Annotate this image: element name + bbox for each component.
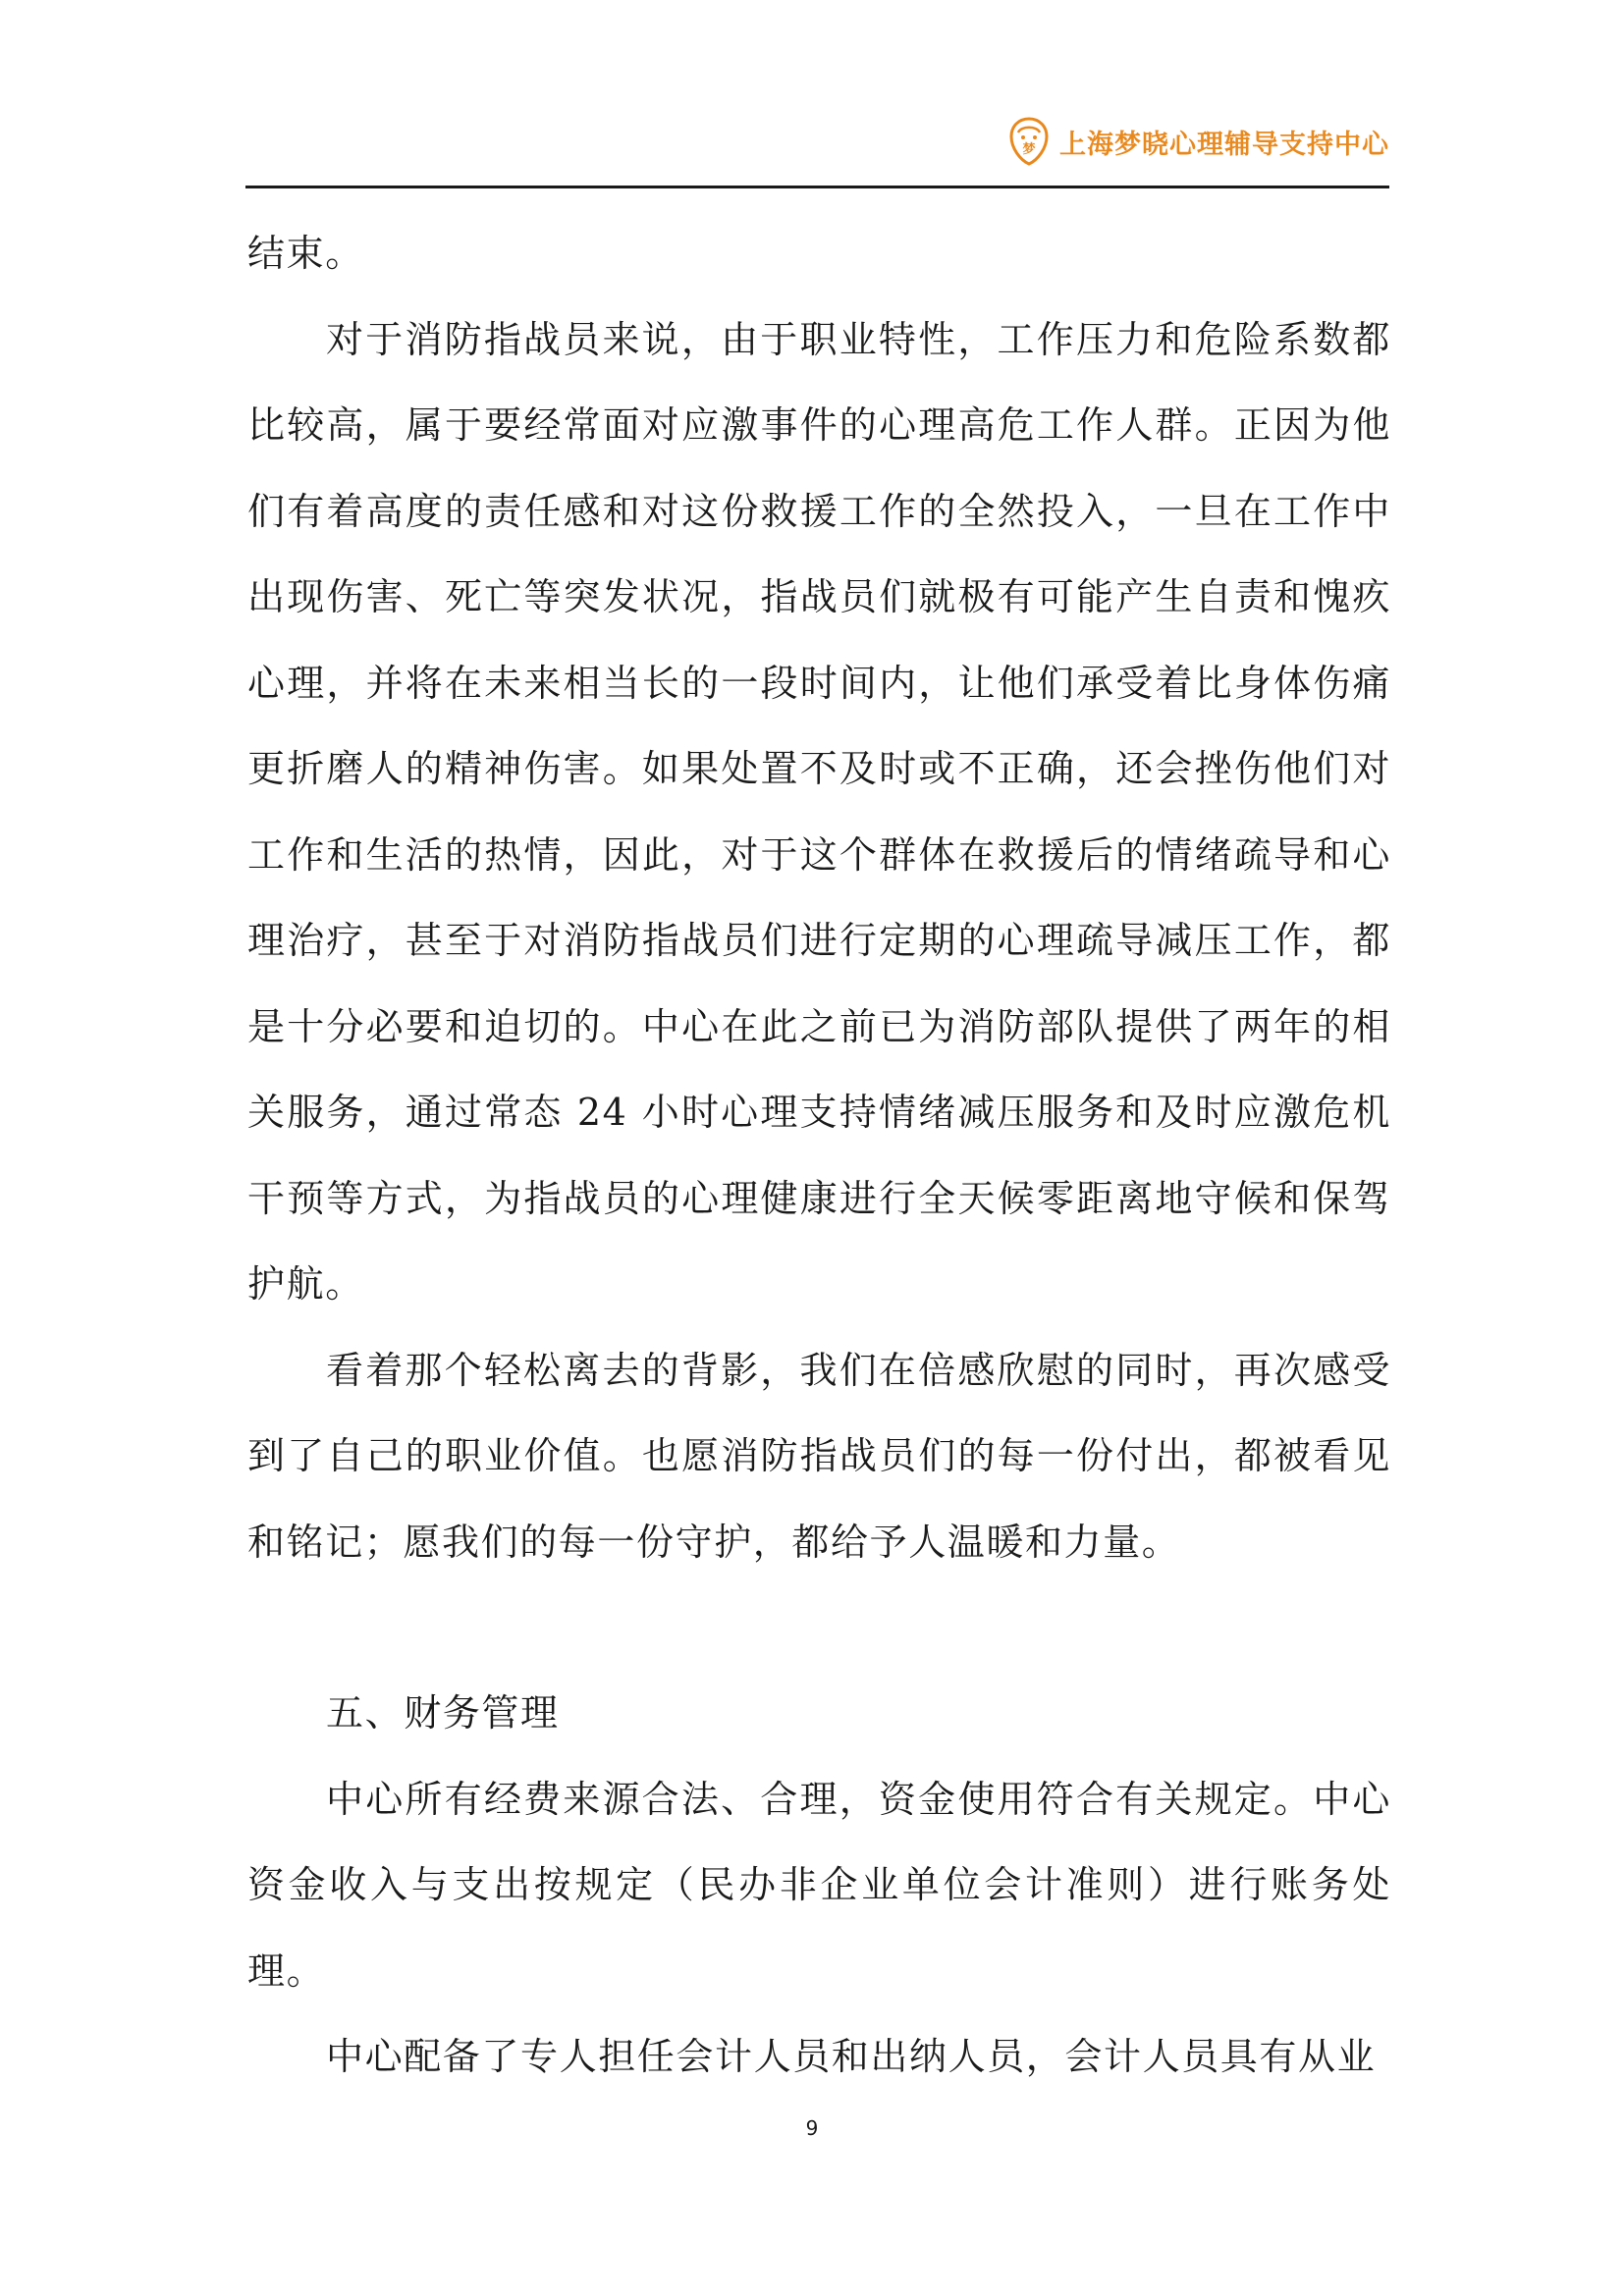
paragraph-firefighter-stress: 对于消防指战员来说，由于职业特性，工作压力和危险系数都比较高，属于要经常面对应激事件的心理高危工作人群。正因为他们有着高度的责任感和对这份救援工作的全然投入，一旦在工作中出现伤害、死亡等突发状况，指战员们就极有可能产生自责和愧疚心理，并将在未来相当长的一段时间内，让他们承受着比身体伤痛更折磨人的精神伤害。如果处置不及时或不正确，还会挫伤他们对工作和生活的热情，因此，对于这个群体在救援后的情绪疏导和心理治疗，甚至于对消防指战员们进行定期的心理疏导减压工作，都是十分必要和迫切的。中心在此之前已为消防部队提供了两年的相关服务，通过常态 24 小时心理支持情绪减压服务和及时应激危机干预等方式，为指战员的心理健康进行全天候零距离地守候和保驾护航。: [247, 317, 1391, 1306]
paragraph-accounting-staff: 中心配备了专人担任会计人员和出纳人员，会计人员具有从业: [326, 2035, 1377, 2078]
header-divider: [245, 186, 1389, 188]
document-body: [247, 211, 1391, 2101]
organization-brand: [1006, 116, 1389, 167]
page-header: [245, 108, 1389, 188]
paragraph-continuation: 结束。: [247, 232, 364, 275]
section-heading-finance: 五、财务管理: [326, 1691, 560, 1735]
paragraph-funding-sources: 中心所有经费来源合法、合理，资金使用符合有关规定。中心资金收入与支出按规定（民办非企业单位会计准则）进行账务处理。: [247, 1777, 1391, 1993]
page-number: 9: [805, 2116, 819, 2140]
logo-character: 梦: [1022, 142, 1036, 157]
organization-name: 上海梦晓心理辅导支持中心: [1059, 129, 1389, 160]
organization-logo-icon: [1006, 116, 1052, 167]
paragraph-closing-reflection: 看着那个轻松离去的背影，我们在倍感欣慰的同时，再次感受到了自己的职业价值。也愿消防指战员们的每一份付出，都被看见和铭记；愿我们的每一份守护，都给予人温暖和力量。: [247, 1348, 1391, 1564]
